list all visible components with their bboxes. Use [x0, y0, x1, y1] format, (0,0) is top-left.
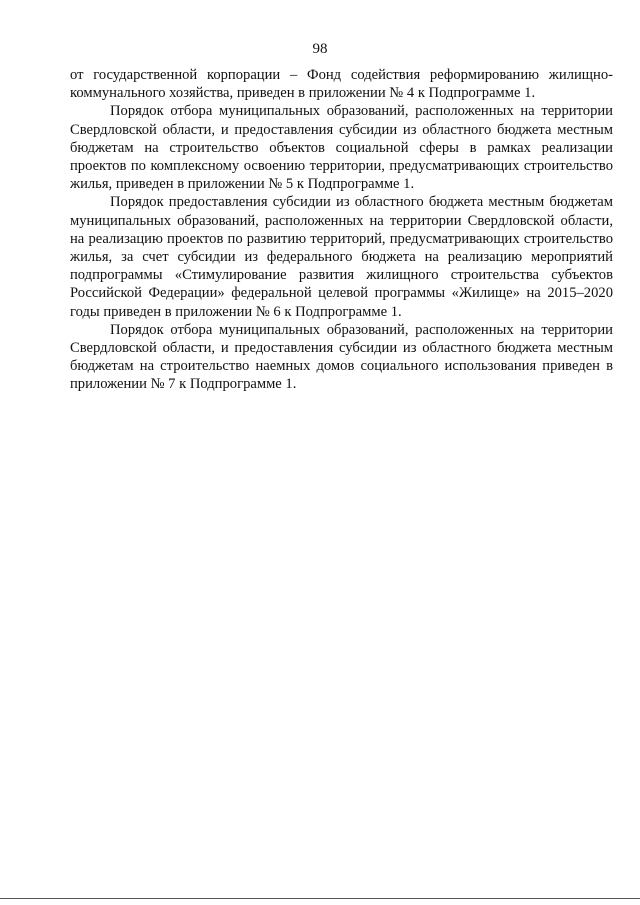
bottom-divider [0, 898, 640, 899]
paragraph-continuation: от государственной корпорации – Фонд содействия реформированию жилищно-коммунального хозяйства, приведен в приложении № 4 к Подпрограмме 1. [70, 67, 613, 102]
document-body [70, 66, 613, 394]
paragraph-appendix-5: Порядок отбора муниципальных образований, расположенных на территории Свердловской области, и предоставления субсидии из областного бюджета местным бюджетам на строительство объектов социальной сферы в рамках реализации проектов по комплексному освоению территории, предусматривающих строительство жилья, приведен в приложении № 5 к Подпрограмме 1. [70, 103, 613, 193]
paragraph-appendix-7: Порядок отбора муниципальных образований, расположенных на территории Свердловской области, и предоставления субсидии из областного бюджета местным бюджетам на строительство наемных домов социального использования приведен в приложении № 7 к Подпрограмме 1. [70, 321, 613, 393]
paragraph-appendix-6: Порядок предоставления субсидии из областного бюджета местным бюджетам муниципальных образований, расположенных на территории Свердловской области, на реализацию проектов по развитию территорий, предусматривающих строительство жилья, за счет субсидии из федерального бюджета на реализацию мероприятий подпрограммы «Стимулирование развития жилищного строительства субъектов Российской Федерации» федеральной целевой программы «Жилище» на 2015–2020 годы приведен в приложении № 6 к Подпрограмме 1. [70, 194, 613, 320]
page-number: 98 [312, 41, 328, 57]
